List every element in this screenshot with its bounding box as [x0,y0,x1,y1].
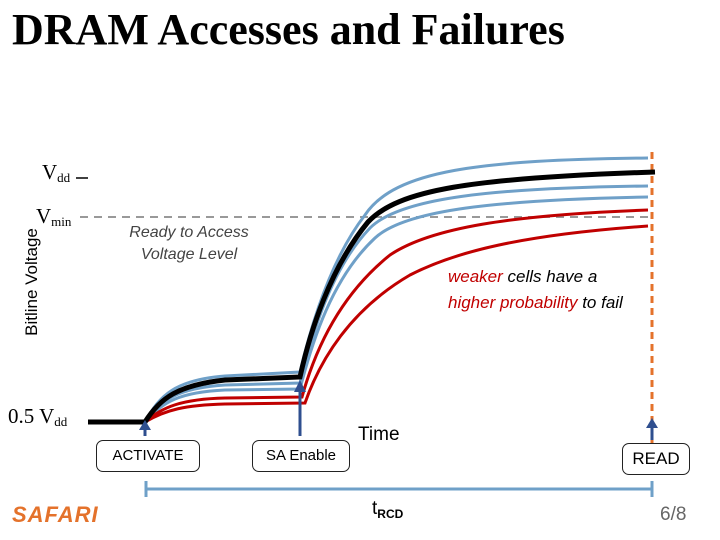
y-axis-label: Bitline Voltage [22,228,41,336]
time-axis-label: Time [358,424,400,445]
annotation-cells-have-a: cells have a [502,267,598,286]
vdd-label-sub: dd [57,170,71,185]
slide-title: DRAM Accesses and Failures [12,5,565,54]
half-vdd-label-base: 0.5 V [8,404,55,428]
vmin-label-sub: min [51,214,72,229]
safari-logo: SAFARI [12,502,99,527]
annotation-weaker: weaker [448,267,503,286]
annotation-to-fail: to fail [577,293,623,312]
read-box: READ [622,443,690,475]
half-vdd-label-sub: dd [54,414,68,429]
trcd-label-base: t [372,498,378,519]
activate-box: ACTIVATE [96,440,200,472]
trcd-label-sub: RCD [377,507,404,521]
vdd-label-base: V [42,160,58,184]
read-arrow-icon [646,418,658,428]
page-number: 6/8 [660,504,687,525]
trcd-label [372,498,403,521]
ready-to-access-label: Ready to Access Voltage Level [129,224,249,263]
annotation-higher-probability: higher probability [448,293,578,312]
vmin-label-base: V [36,204,52,228]
weak-cells-annotation [448,264,698,316]
sa-enable-box: SA Enable [252,440,350,472]
